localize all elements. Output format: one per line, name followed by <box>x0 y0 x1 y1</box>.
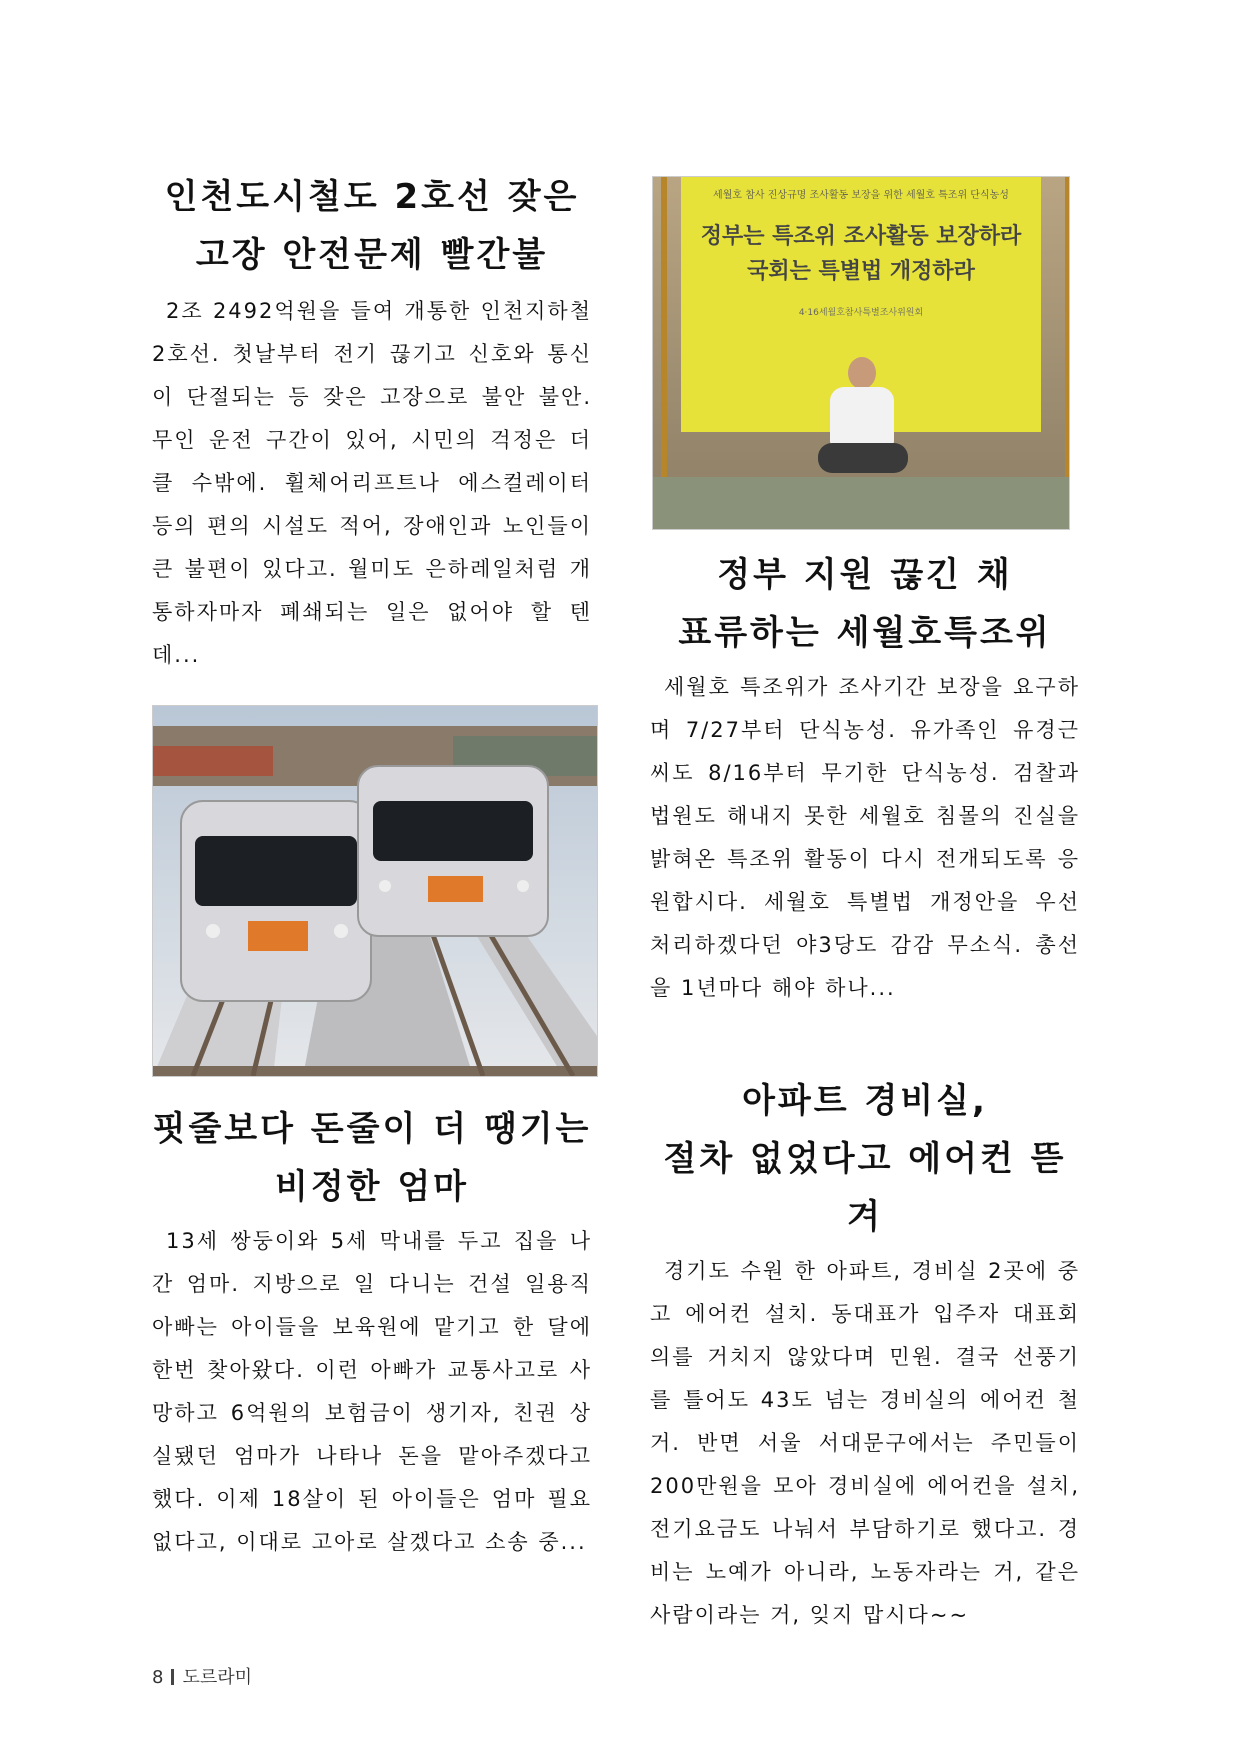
article-sewol-committee <box>650 546 1080 1010</box>
article-title-line2: 비정한 엄마 <box>274 1167 470 1207</box>
seated-person <box>818 357 908 487</box>
page-number: 8 <box>152 1667 164 1688</box>
footer-separator <box>171 1669 174 1685</box>
article-body: 2조 2492억원을 들여 개통한 인천지하철 2호선. 첫날부터 전기 끊기고 신호와 통신이 단절되는 등 잦은 고장으로 불안 불안. 무인 운전 구간이 있어, 시민의 걱정은 더 클 수밖에. 휠체어리프트나 에스컬레이터 등의 편의 시설도 적어, 장애인과 노인들이 큰 불편이 있다고. 월미도 은하레일처럼 개통하자마자 폐쇄되는 일은 없어야 할 텐데... <box>152 299 592 667</box>
article-title-line1: 정부 지원 끊긴 채 <box>717 555 1013 595</box>
article-title-line2: 절차 없었다고 에어컨 뜯겨 <box>663 1139 1067 1237</box>
banner-org: 4·16세월호참사특별조사위원회 <box>798 308 924 318</box>
article-title-line2: 고장 안전문제 빨간불 <box>195 235 549 275</box>
article-mother-money <box>152 1100 592 1564</box>
sewol-hunger-strike-photo <box>652 176 1070 530</box>
article-body: 경기도 수원 한 아파트, 경비실 2곳에 중고 에어컨 설치. 동대표가 입주자 대표회의를 거치지 않았다며 민원. 결국 선풍기를 틀어도 43도 넘는 경비실의 에어컨 철거. 반면 서울 서대문구에서는 주민들이 200만원을 모아 경비실에 에어컨을 설치, 전기요금도 나눠서 부담하기로 했다고. 경비는 노예가 아니라, 노동자라는 거, 같은 사람이라는 거, 잊지 맙시다~~ <box>650 1259 1080 1627</box>
article-body: 13세 쌍둥이와 5세 막내를 두고 집을 나간 엄마. 지방으로 일 다니는 건설 일용직 아빠는 아이들을 보육원에 맡기고 한 달에 한번 찾아왔다. 이런 아빠가 교통사고로 사망하고 6억원의 보험금이 생기자, 친권 상실됐던 엄마가 나타나 돈을 맡아주겠다고 했다. 이제 18살이 된 아이들은 엄마 필요 없다고, 이대로 고아로 살겠다고 소송 중... <box>152 1229 592 1554</box>
article-incheon-subway <box>152 168 592 677</box>
article-title-line2: 표류하는 세월호특조위 <box>678 613 1052 653</box>
article-title-line1: 인천도시철도 2호선 잦은 <box>164 177 580 217</box>
subway-train-photo <box>152 705 598 1077</box>
article-title-line1: 핏줄보다 돈줄이 더 땡기는 <box>152 1109 592 1149</box>
article-title-line1: 아파트 경비실, <box>742 1081 988 1121</box>
article-apartment-guard <box>650 1072 1080 1637</box>
publication-name: 도르라미 <box>182 1667 253 1688</box>
banner-line1: 정부는 특조위 조사활동 보장하라 <box>700 224 1022 249</box>
train-illustration <box>153 706 597 1076</box>
ground-mat <box>653 477 1069 529</box>
banner-top-line: 세월호 참사 진상규명 조사활동 보장을 위한 세월호 특조위 단식농성 <box>713 190 1009 201</box>
page-footer <box>152 1663 252 1689</box>
banner-line2: 국회는 특별법 개정하라 <box>747 259 975 284</box>
article-body: 세월호 특조위가 조사기간 보장을 요구하며 7/27부터 단식농성. 유가족인 유경근 씨도 8/16부터 무기한 단식농성. 검찰과 법원도 해내지 못한 세월호 침몰의 진실을 밝혀온 특조위 활동이 다시 전개되도록 응원합시다. 세월호 특별법 개정안을 우선 처리하겠다던 야3당도 감감 무소식. 총선을 1년마다 해야 하나... <box>650 675 1080 1000</box>
